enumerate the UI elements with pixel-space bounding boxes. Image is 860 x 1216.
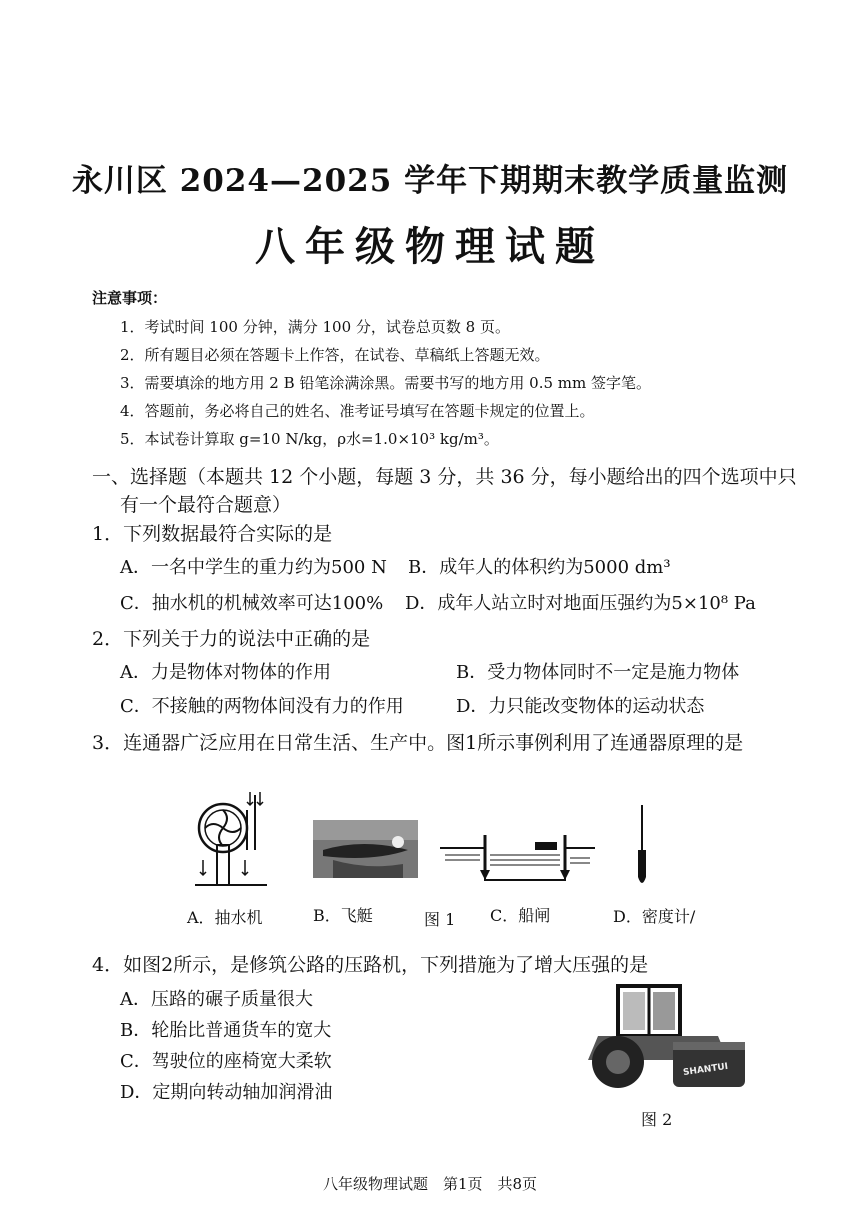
q2-option-c: C．不接触的两物体间没有力的作用 [120,696,404,717]
q4-option-b: B．轮胎比普通货车的宽大 [120,1020,332,1041]
notice-heading: 注意事项： [92,289,168,307]
figure1-caption-c: C．船闸 [490,906,551,925]
question-1-stem: 1．下列数据最符合实际的是 [92,523,333,545]
ship-lock-figure [440,830,595,888]
roller-brand-text: SHANTUI [682,1061,729,1079]
airship-photo [313,820,418,878]
road-roller-photo [578,980,748,1095]
figure1-caption-d: D．密度计/ [613,907,696,926]
page-footer: 八年级物理试题 第1页 共8页 [322,1175,538,1193]
notice-item: 4．答题前，务必将自己的姓名、准考证号填写在答题卡规定的位置上。 [120,402,595,420]
figure1-label: 图 1 [424,910,456,929]
q1-option-d: D．成年人站立时对地面压强约为5×10⁸ Pa [405,593,756,614]
notice-item: 5．本试卷计算取 g=10 N/kg，ρ水=1.0×10³ kg/m³。 [120,430,499,448]
figure1-caption-a: A．抽水机 [187,908,263,927]
pump-figure [195,790,270,895]
section-heading-cont: 有一个最符合题意） [120,494,292,516]
hydrometer-figure [632,805,652,890]
notice-item: 2．所有题目必须在答题卡上作答，在试卷、草稿纸上答题无效。 [120,346,550,364]
question-2-stem: 2．下列关于力的说法中正确的是 [92,628,371,650]
notice-item: 3．需要填涂的地方用 2 B 铅笔涂满涂黑。需要书写的地方用 0.5 mm 签字笔。 [120,374,652,392]
notice-item: 1．考试时间 100 分钟，满分 100 分，试卷总页数 8 页。 [120,318,510,336]
section-heading: 一、选择题（本题共 12 个小题，每题 3 分，共 36 分，每小题给出的四个选项中只 [92,466,797,488]
exam-subtitle: 八年级物理试题 [255,223,605,270]
q2-option-a: A．力是物体对物体的作用 [120,662,331,683]
figure1-caption-b: B．飞艇 [313,906,373,925]
q2-option-b: B．受力物体同时不一定是施力物体 [456,662,740,683]
q1-option-b: B．成年人的体积约为5000 dm³ [408,557,671,578]
question-4-stem: 4．如图2所示，是修筑公路的压路机，下列措施为了增大压强的是 [92,954,649,976]
q4-option-c: C．驾驶位的座椅宽大柔软 [120,1051,332,1072]
q4-option-d: D．定期向转动轴加润滑油 [120,1082,333,1103]
q2-option-d: D．力只能改变物体的运动状态 [456,696,705,717]
q1-option-c: C．抽水机的机械效率可达100% [120,593,384,614]
exam-title: 永川区 2024—2025 学年下期期末教学质量监测 [71,163,789,199]
q1-option-a: A．一名中学生的重力约为500 N [120,557,387,578]
question-3-stem: 3．连通器广泛应用在日常生活、生产中。图1所示事例利用了连通器原理的是 [92,732,744,754]
q4-option-a: A．压路的碾子质量很大 [120,989,313,1010]
figure2-label: 图 2 [641,1110,673,1129]
